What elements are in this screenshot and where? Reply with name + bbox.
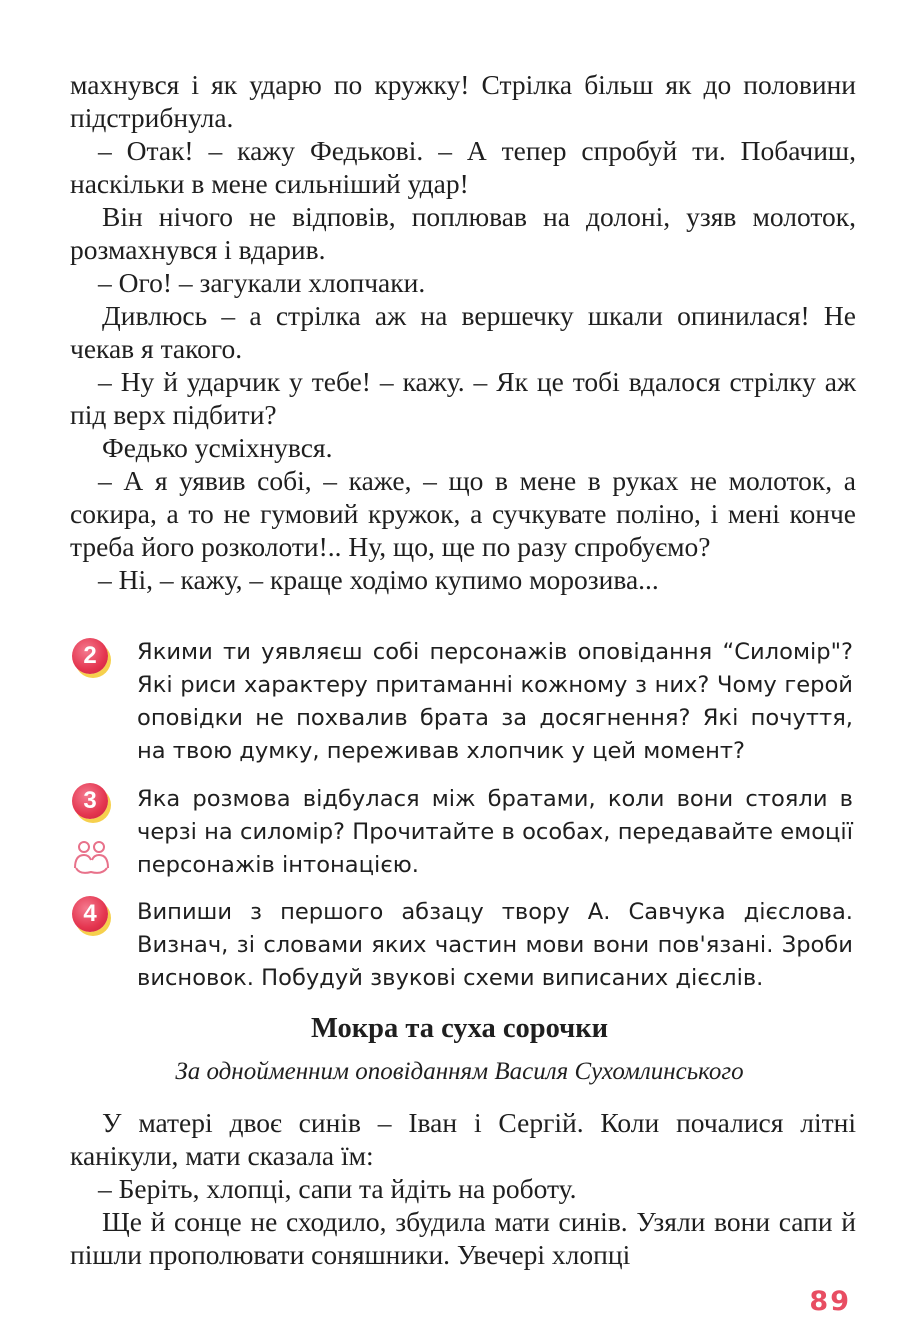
task-text: Яка розмова відбулася між братами, коли вони стояли в черзі на силомір? Прочитайте в особах, передавайте емоції персонажів інтонацією. xyxy=(137,786,853,878)
paragraph: У матері двоє синів – Іван і Сергій. Коли почалися літні канікули, мати сказала їм: xyxy=(70,1107,856,1171)
paragraph: – Беріть, хлопці, сапи та йдіть на роботу. xyxy=(98,1173,577,1204)
task-number-badge: 3 xyxy=(72,783,108,819)
paragraph: – А я уявив собі, – каже, – що в мене в руках не молоток, а сокира, а то не гумовий кружок, а сучкувате поліно, і мені конче треба його розколоти!.. Ну, що, ще по разу спробуємо? xyxy=(70,465,856,562)
paragraph: махнувся і як ударю по кружку! Стрілка більш як до половини підстрибнула. xyxy=(70,69,856,133)
story-continuation xyxy=(70,68,856,596)
task-number-badge: 4 xyxy=(72,896,108,932)
paragraph: – Ні, – кажу, – краще ходімо купимо морозива... xyxy=(98,564,659,595)
task-text: Випиши з першого абзацу твору А. Савчука дієслова. Визнач, зі словами яких частин мови вони пов'язані. Зроби висновок. Побудуй звукові схеми виписаних дієслів. xyxy=(137,899,853,991)
story-subtitle: За однойменним оповіданням Василя Сухомлинського xyxy=(175,1058,744,1085)
paragraph: Федько усміхнувся. xyxy=(102,432,333,463)
task-text: Якими ти уявляєш собі персонажів оповідання “Силомір"? Які риси характеру притаманні кожному з них? Чому герой оповідки не похвалив брата за досягнення? Які почуття, на твою думку, переживав хлопчик у цей момент? xyxy=(137,639,853,764)
paragraph: Він нічого не відповів, поплював на долоні, узяв молоток, розмахнувся і вдарив. xyxy=(70,201,856,265)
task-number-badge: 2 xyxy=(72,638,108,674)
paragraph: – Ого! – загукали хлопчаки. xyxy=(98,267,426,298)
page-number: 89 xyxy=(809,1286,851,1317)
paragraph: – Ну й ударчик у тебе! – кажу. – Як це тобі вдалося стрілку аж під верх підбити? xyxy=(70,366,856,430)
paragraph: Дивлюсь – а стрілка аж на вершечку шкали опинилася! Не чекав я такого. xyxy=(70,300,856,364)
story-body xyxy=(70,1106,856,1271)
story-title: Мокра та суха сорочки xyxy=(310,1013,609,1044)
paragraph: Ще й сонце не сходило, збудила мати синів. Узяли вони сапи й пішли прополювати соняшники. Увечері хлопці xyxy=(70,1206,856,1270)
pair-work-icon xyxy=(72,838,112,878)
paragraph: – Отак! – кажу Федькові. – А тепер спробуй ти. Побачиш, наскільки в мене сильніший удар! xyxy=(70,135,856,199)
